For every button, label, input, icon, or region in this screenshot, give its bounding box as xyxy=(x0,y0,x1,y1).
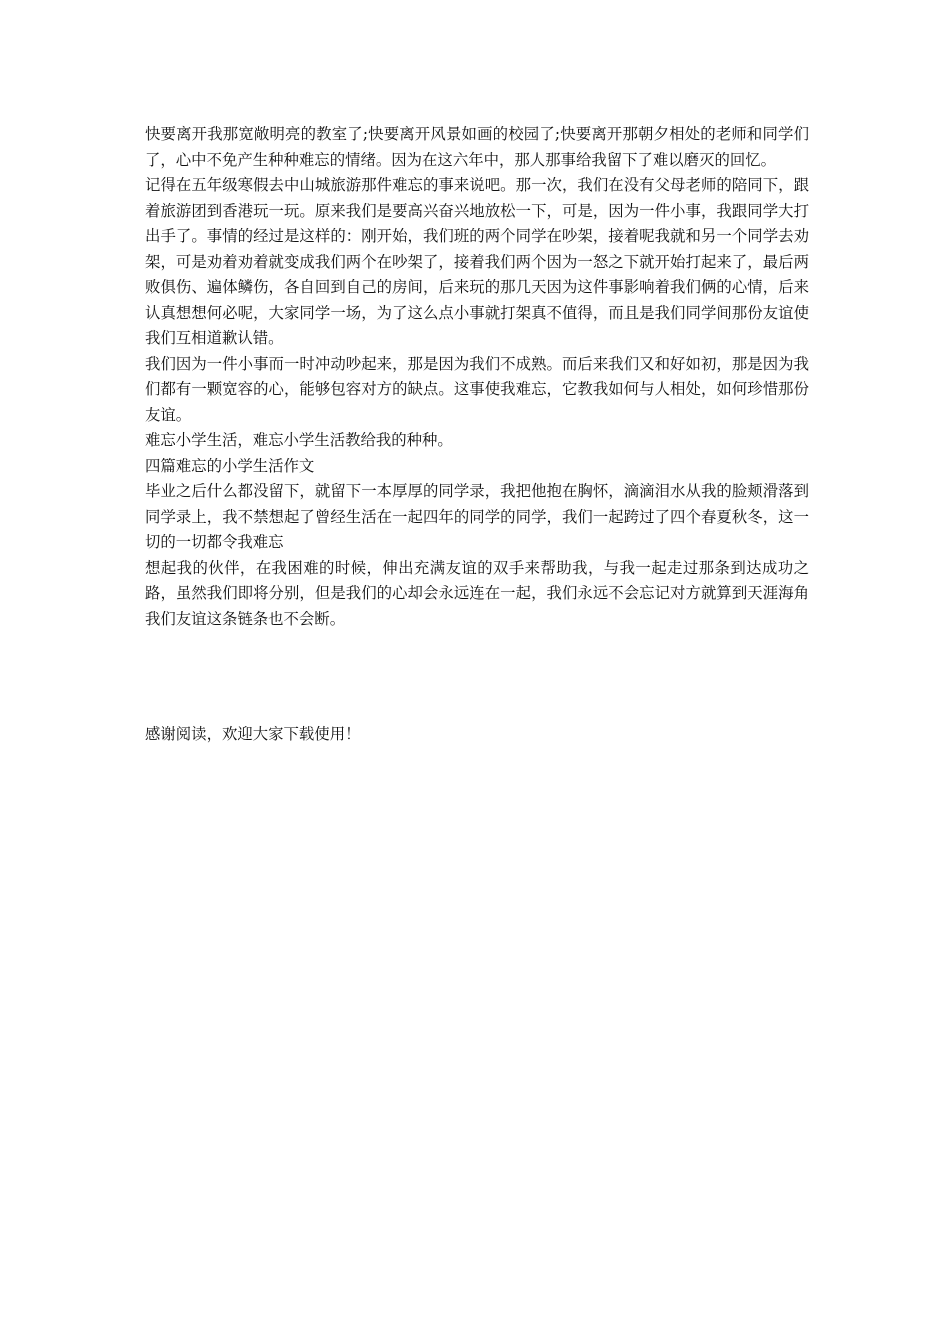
paragraph-farewell: 快要离开我那宽敞明亮的教室了;快要离开风景如画的校园了;快要离开那朝夕相处的老师和同学们了，心中不免产生种种难忘的情绪。因为在这六年中，那人那事给我留下了难以磨灭的回忆。 xyxy=(145,125,809,169)
paragraph-unforgettable: 难忘小学生活，难忘小学生活教给我的种种。 xyxy=(145,431,453,449)
paragraph-reflection: 我们因为一件小事而一时冲动吵起来，那是因为我们不成熟。而后来我们又和好如初，那是因为我们都有一颗宽容的心，能够包容对方的缺点。这事使我难忘，它教我如何与人相处，如何珍惜那份友谊。 xyxy=(145,354,809,424)
section-heading: 四篇难忘的小学生活作文 xyxy=(145,456,315,475)
document-body xyxy=(145,122,809,632)
paragraph-friends: 想起我的伙伴，在我困难的时候，伸出充满友谊的双手来帮助我，与我一起走过那条到达成功之路，虽然我们即将分别，但是我们的心却会永远连在一起，我们永远不会忘记对方就算到天涯海角我们友谊这条链条也不会断。 xyxy=(145,558,809,628)
paragraph-trip-story: 记得在五年级寒假去中山城旅游那件难忘的事来说吧。那一次，我们在没有父母老师的陪同下，跟着旅游团到香港玩一玩。原来我们是要高兴奋兴地放松一下，可是，因为一件小事，我跟同学大打出手了。事情的经过是这样的：刚开始，我们班的两个同学在吵架，接着呢我就和另一个同学去劝架，可是劝着劝着就变成我们两个在吵架了，接着我们两个因为一怒之下就开始打起来了，最后两败俱伤、遍体鳞伤，各自回到自己的房间，后来玩的那几天因为这件事影响着我们俩的心情，后来认真想想何必呢，大家同学一场，为了这么点小事就打架真不值得，而且是我们同学间那份友谊使我们互相道歉认错。 xyxy=(145,176,809,347)
closing-note: 感谢阅读，欢迎大家下载使用！ xyxy=(145,725,361,743)
paragraph-yearbook: 毕业之后什么都没留下，就留下一本厚厚的同学录，我把他抱在胸怀，滴滴泪水从我的脸颊滑落到同学录上，我不禁想起了曾经生活在一起四年的同学的同学，我们一起跨过了四个春夏秋冬，这一切的一切都令我难忘 xyxy=(145,482,809,551)
